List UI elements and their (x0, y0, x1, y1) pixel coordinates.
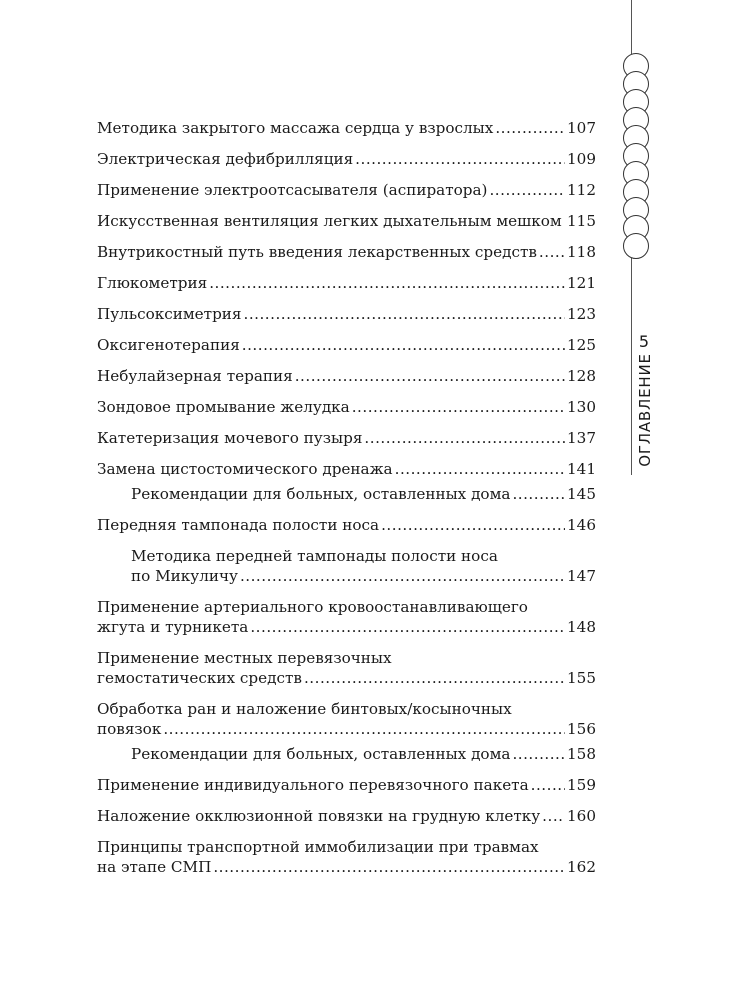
toc-entry (97, 515, 596, 535)
toc-entry-page: 156 (567, 720, 596, 738)
toc-entry (97, 118, 596, 138)
dot-leader (163, 719, 565, 739)
dot-leader (295, 366, 565, 386)
dot-leader (381, 515, 565, 535)
toc-entry (97, 366, 596, 386)
toc-entry-title: по Микуличу (131, 567, 238, 585)
section-title: ОГЛАВЛЕНИЕ (636, 353, 654, 467)
toc-entry-page: 141 (567, 460, 596, 478)
toc-entry-title-line: Методика передней тампонады полости носа (131, 547, 498, 565)
ring-binding (621, 53, 655, 251)
toc-entry (97, 149, 596, 169)
toc-entry-page: 118 (567, 243, 596, 261)
dot-leader (209, 273, 565, 293)
toc-entry-title: гемостатических средств (97, 669, 302, 687)
toc-entry-page: 147 (567, 567, 596, 585)
dot-leader (240, 566, 565, 586)
toc-entry-title: Замена цистостомического дренажа (97, 460, 393, 478)
toc-entry-title: Зондовое промывание желудка (97, 398, 350, 416)
toc-entry-title: Применение индивидуального перевязочного пакета (97, 776, 529, 794)
toc-entry-page: 130 (567, 398, 596, 416)
toc-entry-page: 109 (567, 150, 596, 168)
toc-entry-page: 158 (567, 745, 596, 763)
toc-entry-page: 121 (567, 274, 596, 292)
toc-entry-title: Электрическая дефибрилляция (97, 150, 354, 168)
toc-entry-title: Передняя тампонада полости носа (97, 516, 380, 534)
toc-entry-page: 162 (567, 858, 596, 876)
dot-leader (512, 484, 565, 504)
toc-entry (97, 273, 596, 293)
toc-entry (97, 775, 596, 795)
toc-entry-title: Применение электроотсасывателя (аспиратора) (97, 181, 488, 199)
dot-leader (489, 180, 565, 200)
toc-entry-page: 115 (567, 212, 596, 230)
dot-leader (364, 428, 565, 448)
toc-entry-title: Методика закрытого массажа сердца у взрослых (97, 119, 494, 137)
toc-entry-title: Пульсоксиметрия (97, 305, 242, 323)
toc-entry-title: Внутрикостный путь введения лекарственных средств (97, 243, 537, 261)
table-of-contents (97, 118, 596, 888)
toc-entry-title: Рекомендации для больных, оставленных дома (131, 745, 511, 763)
dot-leader (250, 617, 565, 637)
toc-entry-title: жгута и турникета (97, 618, 249, 636)
dot-leader (244, 304, 566, 324)
dot-leader (352, 397, 565, 417)
dot-leader (304, 668, 565, 688)
toc-entry-title: Катетеризация мочевого пузыря (97, 429, 363, 447)
binding-ring-icon (623, 233, 649, 259)
toc-entry-title-line: Применение местных перевязочных (97, 649, 392, 667)
dot-leader (542, 806, 565, 826)
toc-entry-page: 128 (567, 367, 596, 385)
toc-entry (97, 837, 596, 877)
dot-leader (564, 211, 565, 231)
toc-entry-page: 137 (567, 429, 596, 447)
toc-entry-title: Небулайзерная терапия (97, 367, 293, 385)
toc-entry-page: 155 (567, 669, 596, 687)
toc-entry (97, 211, 596, 231)
toc-entry (97, 428, 596, 448)
toc-entry-title-line: Обработка ран и наложение бинтовых/косыночных (97, 700, 512, 718)
toc-subentry (97, 484, 596, 504)
toc-subentry (97, 546, 596, 586)
toc-entry-page: 145 (567, 485, 596, 503)
toc-entry-page: 160 (567, 807, 596, 825)
dot-leader (242, 335, 565, 355)
toc-subentry (97, 744, 596, 764)
dot-leader (495, 118, 565, 138)
dot-leader (539, 242, 565, 262)
toc-entry (97, 180, 596, 200)
toc-entry-title: Рекомендации для больных, оставленных дома (131, 485, 511, 503)
toc-entry (97, 699, 596, 739)
toc-entry-page: 123 (567, 305, 596, 323)
dot-leader (395, 459, 565, 479)
dot-leader (355, 149, 565, 169)
toc-entry-page: 159 (567, 776, 596, 794)
toc-entry-page: 125 (567, 336, 596, 354)
dot-leader (531, 775, 565, 795)
toc-entry-title: Глюкометрия (97, 274, 208, 292)
toc-entry-title: Наложение окклюзионной повязки на грудную клетку (97, 807, 541, 825)
toc-entry-title-line: Применение артериального кровоостанавливающего (97, 598, 528, 616)
toc-entry-title: Оксигенотерапия (97, 336, 240, 354)
toc-entry-page: 146 (567, 516, 596, 534)
dot-leader (213, 857, 565, 877)
toc-entry-title: Искусственная вентиляция легких дыхательным мешком (97, 212, 562, 230)
toc-entry-page: 112 (567, 181, 596, 199)
dot-leader (512, 744, 565, 764)
toc-entry-title: повязок (97, 720, 162, 738)
toc-entry (97, 242, 596, 262)
toc-entry (97, 806, 596, 826)
toc-entry-title-line: Принципы транспортной иммобилизации при травмах (97, 838, 539, 856)
toc-entry-title: на этапе СМП (97, 858, 212, 876)
toc-entry (97, 648, 596, 688)
toc-entry-page: 107 (567, 119, 596, 137)
toc-entry (97, 335, 596, 355)
toc-entry-page: 148 (567, 618, 596, 636)
toc-entry (97, 459, 596, 479)
toc-entry (97, 304, 596, 324)
toc-entry (97, 597, 596, 637)
toc-entry (97, 397, 596, 417)
page-number: 5 (638, 332, 650, 351)
